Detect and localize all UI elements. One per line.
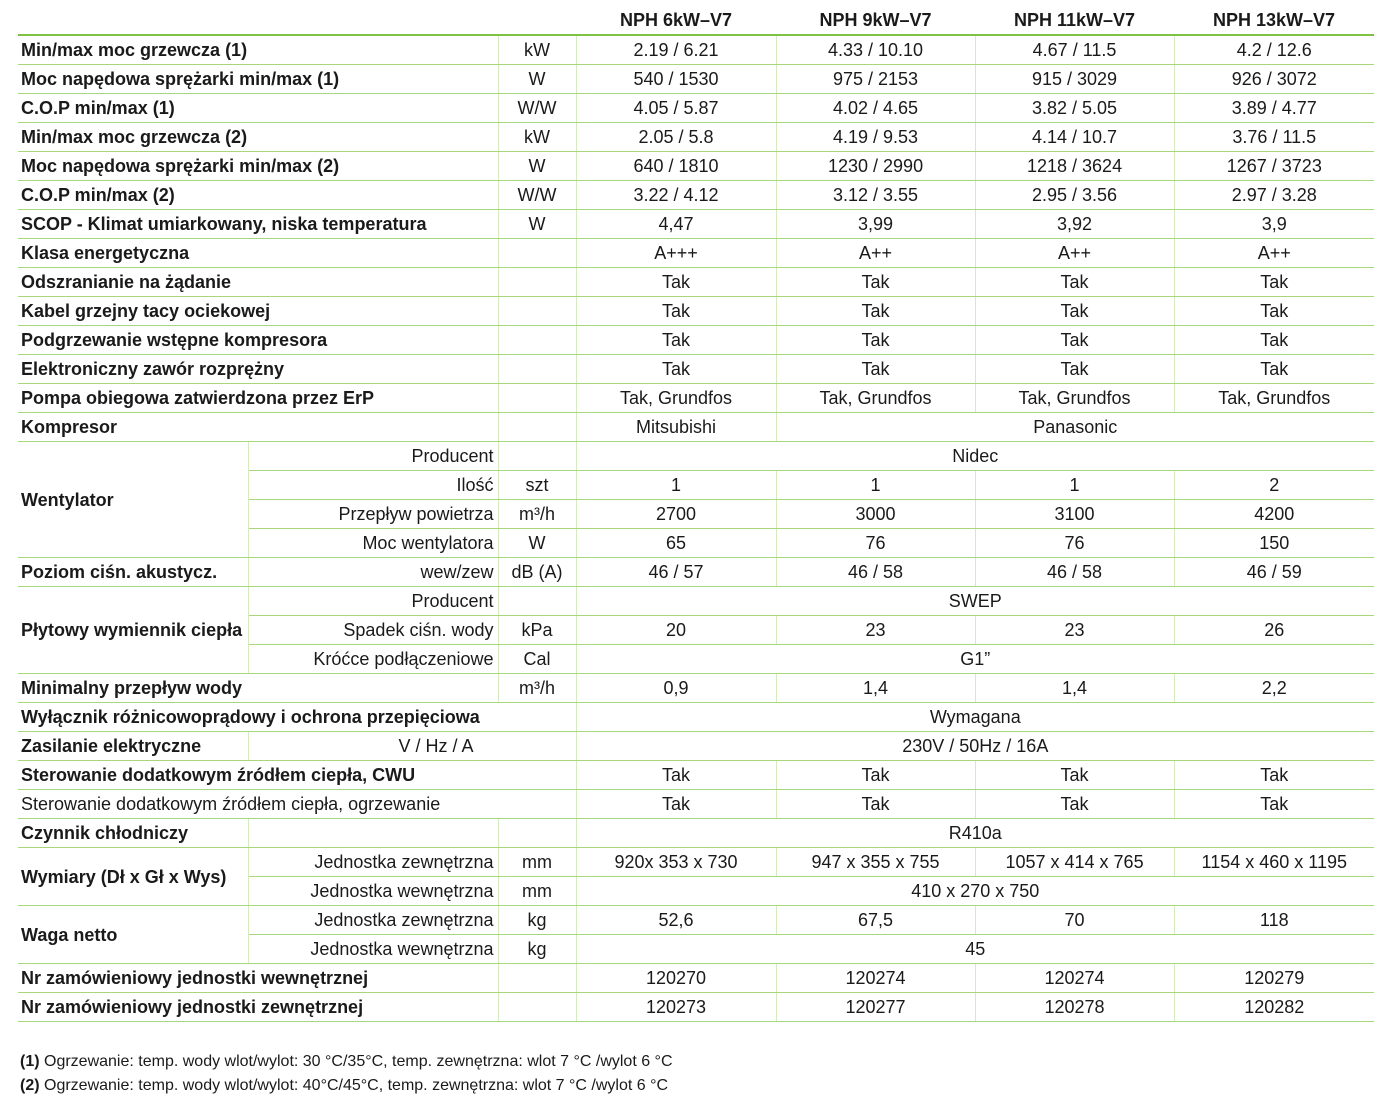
group-label: Wymiary (Dł x Gł x Wys) xyxy=(18,848,248,906)
header-row xyxy=(18,6,1374,35)
cell-value: 120277 xyxy=(776,993,975,1022)
table-row xyxy=(18,848,1374,877)
cell-value: Tak, Grundfos xyxy=(975,384,1174,413)
cell-value: 1230 / 2990 xyxy=(776,152,975,181)
row-unit: kW xyxy=(498,123,576,152)
row-label: Czynnik chłodniczy xyxy=(18,819,248,848)
cell-value: Tak xyxy=(1174,790,1374,819)
row-label: SCOP - Klimat umiarkowany, niska temperatura xyxy=(18,210,498,239)
table-row xyxy=(18,732,1374,761)
cell-value: 915 / 3029 xyxy=(975,65,1174,94)
cell-value: 0,9 xyxy=(576,674,776,703)
cell-value: Tak xyxy=(975,297,1174,326)
row-sublabel: Przepływ powietrza xyxy=(248,500,498,529)
table-row xyxy=(18,442,1374,471)
cell-value: Tak xyxy=(576,790,776,819)
cell-value: 120278 xyxy=(975,993,1174,1022)
cell-value: 4.05 / 5.87 xyxy=(576,94,776,123)
cell-value: 3,9 xyxy=(1174,210,1374,239)
row-sublabel xyxy=(248,819,498,848)
row-unit xyxy=(498,587,576,616)
cell-value: 67,5 xyxy=(776,906,975,935)
row-unit: mm xyxy=(498,848,576,877)
row-unit: kg xyxy=(498,935,576,964)
table-row xyxy=(18,326,1374,355)
row-label: Klasa energetyczna xyxy=(18,239,498,268)
cell-value: 4.67 / 11.5 xyxy=(975,35,1174,65)
cell-value: 46 / 57 xyxy=(576,558,776,587)
cell-value: 4.19 / 9.53 xyxy=(776,123,975,152)
table-row xyxy=(18,674,1374,703)
cell-value: 3.12 / 3.55 xyxy=(776,181,975,210)
cell-value: 26 xyxy=(1174,616,1374,645)
table-row xyxy=(18,790,1374,819)
row-unit xyxy=(498,268,576,297)
column-header: NPH 9kW–V7 xyxy=(776,6,975,35)
row-unit xyxy=(498,239,576,268)
row-unit: W xyxy=(498,152,576,181)
row-label: Min/max moc grzewcza (1) xyxy=(18,35,498,65)
cell-value: Tak xyxy=(776,761,975,790)
cell-value: A++ xyxy=(1174,239,1374,268)
cell-value: Tak xyxy=(975,761,1174,790)
row-sublabel: Producent xyxy=(248,587,498,616)
cell-value: Wymagana xyxy=(576,703,1374,732)
cell-value: Tak xyxy=(975,268,1174,297)
cell-value: R410a xyxy=(576,819,1374,848)
cell-value: Tak xyxy=(776,268,975,297)
row-unit: m³/h xyxy=(498,500,576,529)
row-label: Odszranianie na żądanie xyxy=(18,268,498,297)
row-unit xyxy=(498,297,576,326)
cell-value: Tak xyxy=(1174,268,1374,297)
row-label: Min/max moc grzewcza (2) xyxy=(18,123,498,152)
cell-value: 120274 xyxy=(975,964,1174,993)
cell-value: 4,47 xyxy=(576,210,776,239)
cell-value: A++ xyxy=(975,239,1174,268)
cell-value: 65 xyxy=(576,529,776,558)
row-sublabel: Jednostka wewnętrzna xyxy=(248,877,498,906)
table-row xyxy=(18,587,1374,616)
cell-value: Tak xyxy=(576,355,776,384)
cell-value: A+++ xyxy=(576,239,776,268)
table-row xyxy=(18,181,1374,210)
cell-value: 46 / 59 xyxy=(1174,558,1374,587)
cell-value: 2,2 xyxy=(1174,674,1374,703)
row-unit: m³/h xyxy=(498,674,576,703)
row-label: Nr zamówieniowy jednostki zewnętrznej xyxy=(18,993,498,1022)
column-header: NPH 11kW–V7 xyxy=(975,6,1174,35)
table-row xyxy=(18,964,1374,993)
cell-value: 3,92 xyxy=(975,210,1174,239)
group-label: Waga netto xyxy=(18,906,248,964)
row-label: C.O.P min/max (1) xyxy=(18,94,498,123)
row-unit: kPa xyxy=(498,616,576,645)
cell-value: 76 xyxy=(776,529,975,558)
cell-value: 3100 xyxy=(975,500,1174,529)
cell-value: Tak xyxy=(776,326,975,355)
table-row xyxy=(18,94,1374,123)
cell-value: 120279 xyxy=(1174,964,1374,993)
cell-value: 2.97 / 3.28 xyxy=(1174,181,1374,210)
row-label: C.O.P min/max (2) xyxy=(18,181,498,210)
row-unit xyxy=(498,384,576,413)
cell-value: 45 xyxy=(576,935,1374,964)
row-unit: W xyxy=(498,529,576,558)
cell-value: 4.33 / 10.10 xyxy=(776,35,975,65)
row-sublabel: Króćce podłączeniowe xyxy=(248,645,498,674)
footnote-2 xyxy=(20,1074,673,1098)
cell-value: Tak xyxy=(1174,297,1374,326)
row-unit: mm xyxy=(498,877,576,906)
cell-value: 2 xyxy=(1174,471,1374,500)
cell-value: Tak xyxy=(975,790,1174,819)
cell-value: Tak xyxy=(776,790,975,819)
row-unit: W/W xyxy=(498,181,576,210)
header-blank xyxy=(18,6,576,35)
cell-value: 1267 / 3723 xyxy=(1174,152,1374,181)
cell-value: 1057 x 414 x 765 xyxy=(975,848,1174,877)
table-row xyxy=(18,152,1374,181)
table-row xyxy=(18,210,1374,239)
cell-value: 4.14 / 10.7 xyxy=(975,123,1174,152)
cell-value: Tak xyxy=(1174,761,1374,790)
row-unit: kg xyxy=(498,906,576,935)
row-unit: dB (A) xyxy=(498,558,576,587)
row-unit xyxy=(498,442,576,471)
row-sublabel: Jednostka wewnętrzna xyxy=(248,935,498,964)
footnote-text: Ogrzewanie: temp. wody wlot/wylot: 40°C/45°C, temp. zewnętrzna: wlot 7 °C /wylot 6 °C xyxy=(39,1077,669,1094)
row-sublabel: Jednostka zewnętrzna xyxy=(248,906,498,935)
table-row xyxy=(18,819,1374,848)
cell-value: Tak xyxy=(1174,355,1374,384)
row-unit xyxy=(498,355,576,384)
cell-value: 947 x 355 x 755 xyxy=(776,848,975,877)
cell-value: Tak xyxy=(576,761,776,790)
cell-value: 23 xyxy=(975,616,1174,645)
cell-value: 640 / 1810 xyxy=(576,152,776,181)
row-unit: W/W xyxy=(498,94,576,123)
cell-value: 46 / 58 xyxy=(975,558,1174,587)
row-unit xyxy=(498,993,576,1022)
cell-value: 230V / 50Hz / 16A xyxy=(576,732,1374,761)
cell-value: Tak xyxy=(776,355,975,384)
row-label: Zasilanie elektryczne xyxy=(18,732,248,761)
cell-value: 150 xyxy=(1174,529,1374,558)
row-label: Wyłącznik różnicowoprądowy i ochrona przepięciowa xyxy=(18,703,576,732)
footnotes xyxy=(20,1050,673,1098)
cell-value: 3.89 / 4.77 xyxy=(1174,94,1374,123)
table-row xyxy=(18,297,1374,326)
row-label: Sterowanie dodatkowym źródłem ciepła, CWU xyxy=(18,761,576,790)
table-row xyxy=(18,906,1374,935)
table-row xyxy=(18,703,1374,732)
cell-value: 975 / 2153 xyxy=(776,65,975,94)
table-row xyxy=(18,65,1374,94)
row-sublabel: Spadek ciśn. wody xyxy=(248,616,498,645)
cell-value: Tak, Grundfos xyxy=(1174,384,1374,413)
row-unit xyxy=(498,326,576,355)
row-label: Poziom ciśn. akustycz. xyxy=(18,558,248,587)
cell-value: 76 xyxy=(975,529,1174,558)
cell-value: 23 xyxy=(776,616,975,645)
cell-value: 2.95 / 3.56 xyxy=(975,181,1174,210)
cell-value: G1” xyxy=(576,645,1374,674)
cell-value: 120274 xyxy=(776,964,975,993)
cell-value: Tak xyxy=(975,355,1174,384)
footnote-text: Ogrzewanie: temp. wody wlot/wylot: 30 °C/35°C, temp. zewnętrzna: wlot 7 °C /wylot 6 °C xyxy=(39,1053,673,1070)
row-label: Pompa obiegowa zatwierdzona przez ErP xyxy=(18,384,498,413)
column-header: NPH 6kW–V7 xyxy=(576,6,776,35)
cell-value: 2.05 / 5.8 xyxy=(576,123,776,152)
table-row xyxy=(18,268,1374,297)
cell-value: Tak, Grundfos xyxy=(576,384,776,413)
cell-value: 1 xyxy=(576,471,776,500)
cell-value: 20 xyxy=(576,616,776,645)
row-sublabel: wew/zew xyxy=(248,558,498,587)
row-unit: Cal xyxy=(498,645,576,674)
cell-value: 46 / 58 xyxy=(776,558,975,587)
cell-value: 1 xyxy=(975,471,1174,500)
cell-value: Tak xyxy=(975,326,1174,355)
cell-value: 4.02 / 4.65 xyxy=(776,94,975,123)
cell-value: Tak xyxy=(776,297,975,326)
row-label: Kompresor xyxy=(18,413,498,442)
row-sublabel: Moc wentylatora xyxy=(248,529,498,558)
cell-value: Tak xyxy=(1174,326,1374,355)
cell-value: 3.22 / 4.12 xyxy=(576,181,776,210)
row-unit: W xyxy=(498,210,576,239)
table-row xyxy=(18,384,1374,413)
cell-value: 52,6 xyxy=(576,906,776,935)
table-row xyxy=(18,413,1374,442)
footnote-1 xyxy=(20,1050,673,1074)
row-unit: W xyxy=(498,65,576,94)
table-row xyxy=(18,355,1374,384)
footnote-marker: (2) xyxy=(20,1077,40,1094)
cell-value: 120282 xyxy=(1174,993,1374,1022)
table-row xyxy=(18,993,1374,1022)
cell-value: Nidec xyxy=(576,442,1374,471)
cell-value: 540 / 1530 xyxy=(576,65,776,94)
cell-value: Tak xyxy=(576,268,776,297)
row-label: Kabel grzejny tacy ociekowej xyxy=(18,297,498,326)
table-row xyxy=(18,239,1374,268)
row-label: Moc napędowa sprężarki min/max (1) xyxy=(18,65,498,94)
cell-value: 120270 xyxy=(576,964,776,993)
column-header: NPH 13kW–V7 xyxy=(1174,6,1374,35)
cell-value: Tak, Grundfos xyxy=(776,384,975,413)
row-unit: V / Hz / A xyxy=(248,732,576,761)
row-label: Elektroniczny zawór rozprężny xyxy=(18,355,498,384)
spec-table xyxy=(18,6,1374,1022)
cell-value: Mitsubishi xyxy=(576,413,776,442)
group-label: Płytowy wymiennik ciepła xyxy=(18,587,248,674)
table-row xyxy=(18,123,1374,152)
row-unit xyxy=(498,413,576,442)
cell-value: Tak xyxy=(576,326,776,355)
cell-value: 120273 xyxy=(576,993,776,1022)
row-unit: szt xyxy=(498,471,576,500)
footnote-marker: (1) xyxy=(20,1053,40,1070)
cell-value: SWEP xyxy=(576,587,1374,616)
cell-value: 1,4 xyxy=(776,674,975,703)
row-sublabel: Jednostka zewnętrzna xyxy=(248,848,498,877)
cell-value: 4.2 / 12.6 xyxy=(1174,35,1374,65)
table-row xyxy=(18,35,1374,65)
group-label: Wentylator xyxy=(18,442,248,558)
row-sublabel: Ilość xyxy=(248,471,498,500)
row-sublabel: Producent xyxy=(248,442,498,471)
table-row xyxy=(18,761,1374,790)
cell-value: 1 xyxy=(776,471,975,500)
cell-value: Panasonic xyxy=(776,413,1374,442)
cell-value: 4200 xyxy=(1174,500,1374,529)
cell-value: 1,4 xyxy=(975,674,1174,703)
cell-value: Tak xyxy=(576,297,776,326)
cell-value: 926 / 3072 xyxy=(1174,65,1374,94)
row-label: Sterowanie dodatkowym źródłem ciepła, ogrzewanie xyxy=(18,790,576,819)
cell-value: 2.19 / 6.21 xyxy=(576,35,776,65)
row-label: Moc napędowa sprężarki min/max (2) xyxy=(18,152,498,181)
row-label: Podgrzewanie wstępne kompresora xyxy=(18,326,498,355)
row-unit: kW xyxy=(498,35,576,65)
cell-value: 410 x 270 x 750 xyxy=(576,877,1374,906)
cell-value: 3.76 / 11.5 xyxy=(1174,123,1374,152)
cell-value: 70 xyxy=(975,906,1174,935)
cell-value: 118 xyxy=(1174,906,1374,935)
row-unit xyxy=(498,819,576,848)
table-row xyxy=(18,558,1374,587)
cell-value: 1154 x 460 x 1195 xyxy=(1174,848,1374,877)
cell-value: 3.82 / 5.05 xyxy=(975,94,1174,123)
cell-value: 1218 / 3624 xyxy=(975,152,1174,181)
cell-value: 920x 353 x 730 xyxy=(576,848,776,877)
cell-value: A++ xyxy=(776,239,975,268)
cell-value: 2700 xyxy=(576,500,776,529)
cell-value: 3,99 xyxy=(776,210,975,239)
row-label: Nr zamówieniowy jednostki wewnętrznej xyxy=(18,964,498,993)
row-label: Minimalny przepływ wody xyxy=(18,674,498,703)
cell-value: 3000 xyxy=(776,500,975,529)
row-unit xyxy=(498,964,576,993)
